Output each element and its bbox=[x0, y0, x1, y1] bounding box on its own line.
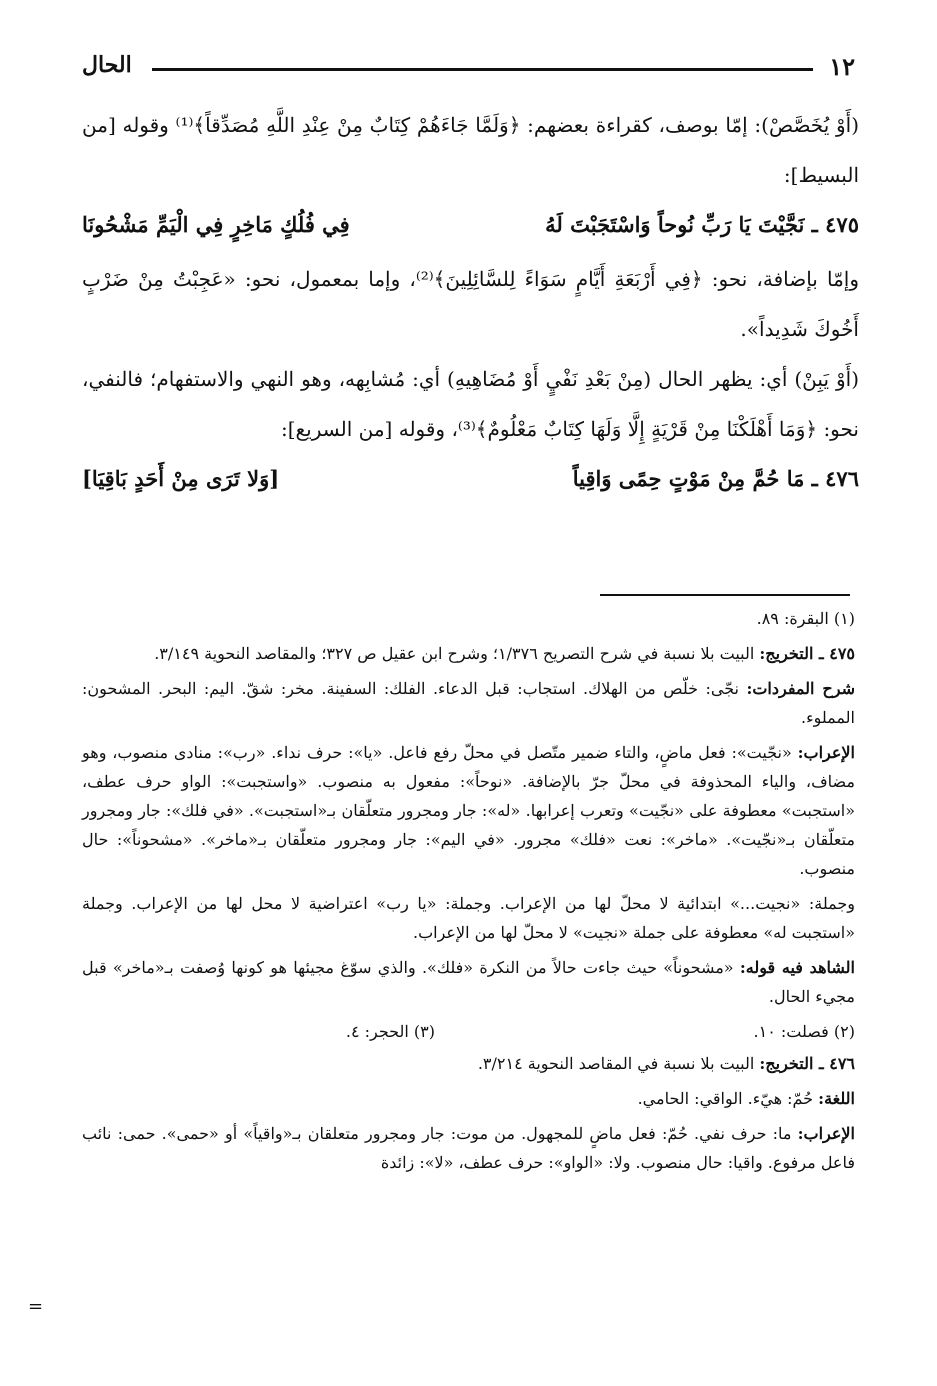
irab-475-text: «نجّيت»: فعل ماضٍ، والتاء ضمير متّصل في محلّ رفع فاعل. «يا»: حرف نداء. «رب»: منادى منصوب، وهو مضاف، والياء المحذوفة في محلّ جرّ بالإضافة. «نوحاً»: مفعول به منصوب. «واستجبت»: الواو حرف عطف، «استجبت» معطوفة على «نجّيت» وتعرب إعرابها. «له»: جار ومجرور متعلّقان بـ«استجبت». «في فلك»: جار ومجرور متعلّقان بـ«نجّيت». «ماخر»: نعت «فلك» مجرور. «في اليم»: جار ومجرور متعلّقان بـ«ماخر». «مشحوناً»: حال منصوب. bbox=[82, 743, 855, 878]
verse-476 bbox=[82, 454, 859, 508]
paragraph-2: وإمّا بإضافة، نحو: ﴿فِي أَرْبَعَةِ أَيَّامٍ سَوَاءً لِلسَّائِلِينَ﴾⁽²⁾، وإما بمعمول، نحو: «عَجِبْتُ مِنْ ضَرْبٍ أَخُوكَ شَدِيداً». bbox=[82, 267, 859, 341]
paragraph-1: (أَوْ يُخَصَّصْ): إمّا بوصف، كقراءة بعضهم: ﴿وَلَمَّا جَاءَهُمْ كِتَابٌ مِنْ عِنْدِ اللَّهِ مُصَدِّقاً﴾⁽¹⁾ وقوله [من البسيط]: bbox=[82, 113, 860, 187]
takhrij-475 bbox=[82, 639, 855, 668]
lugha-476 bbox=[82, 1084, 855, 1113]
continuation-mark: = bbox=[28, 1296, 44, 1317]
page-header bbox=[82, 50, 855, 90]
vocabulary-label: شرح المفردات: bbox=[746, 679, 855, 698]
takhrij-475-text: البيت بلا نسبة في شرح التصريح ١/٣٧٦؛ وشرح ابن عقيل ص ٣٢٧؛ والمقاصد النحوية ٣/١٤٩. bbox=[154, 644, 755, 663]
footnote-rule bbox=[600, 594, 850, 596]
verse-476-second-hemistich: [وَلا تَرَى مِنْ أَحَدٍ بَاقِيَا] bbox=[82, 466, 280, 491]
running-title: الحال bbox=[82, 52, 132, 78]
footnotes-2-3 bbox=[82, 1017, 855, 1049]
takhrij-476-text: البيت بلا نسبة في المقاصد النحوية ٣/٢١٤. bbox=[477, 1054, 755, 1073]
irab-475 bbox=[82, 738, 855, 883]
irab-476 bbox=[82, 1119, 855, 1177]
paragraph-3: (أَوْ يَبِنْ) أي: يظهر الحال (مِنْ بَعْدِ نَفْيٍ أَوْ مُضَاهِيهِ) أي: مُشابِهه، وهو النهي والاستفهام؛ فالنفي، نحو: ﴿وَمَا أَهْلَكْنَا مِنْ قَرْيَةٍ إِلَّا وَلَهَا كِتَابٌ مَعْلُومٌ﴾⁽³⁾، وقوله [من السريع]: bbox=[82, 367, 859, 441]
footnotes bbox=[82, 604, 855, 1183]
shahid-text: «مشحوناً» حيث جاءت حالاً من النكرة «فلك». والذي سوّغ مجيئها هو كونها وُصفت بـ«ماخر» قبل مجيء الحال. bbox=[82, 958, 855, 1006]
takhrij-476 bbox=[82, 1049, 855, 1078]
footnote-3: (٣) الحجر: ٤. bbox=[345, 1022, 435, 1041]
irab-475-label: الإعراب: bbox=[797, 743, 855, 762]
takhrij-475-label: ٤٧٥ ـ التخريج: bbox=[759, 644, 855, 663]
verse-475-first-hemistich: ٤٧٥ ـ نَجَّيْتَ يَا رَبِّ نُوحاً وَاسْتَجَبْتَ لَهُ bbox=[545, 212, 859, 237]
header-rule bbox=[152, 68, 813, 71]
verse-476-first-hemistich: ٤٧٦ ـ مَا حُمَّ مِنْ مَوْتٍ حِمًى وَاقِياً bbox=[572, 466, 859, 491]
takhrij-476-label: ٤٧٦ ـ التخريج: bbox=[759, 1054, 855, 1073]
vocabulary-text: نجّى: خلّص من الهلاك. استجاب: قبل الدعاء. الفلك: السفينة. مخر: شقّ. اليم: البحر. المشحون: المملوء. bbox=[82, 679, 855, 727]
footnote-1: (١) البقرة: ٨٩. bbox=[756, 609, 855, 628]
lugha-label: اللغة: bbox=[818, 1089, 855, 1108]
footnote-2: (٢) فصلت: ١٠. bbox=[753, 1022, 855, 1041]
main-text bbox=[82, 100, 859, 508]
irab-476-text: ما: حرف نفي. حُمّ: فعل ماضٍ للمجهول. من موت: جار ومجرور متعلقان بـ«واقياً» أو «حمى». حمى: نائب فاعل مرفوع. واقيا: حال منصوب. ولا: «الواو»: حرف عطف، «لا»: زائدة bbox=[82, 1124, 855, 1172]
irab-476-label: الإعراب: bbox=[797, 1124, 855, 1143]
lugha-text: حُمّ: هيّء. الواقي: الحامي. bbox=[637, 1089, 814, 1108]
jumla-475: وجملة: «نجيت...» ابتدائية لا محلّ لها من الإعراب. وجملة: «يا رب» اعتراضية لا محل لها من الإعراب. وجملة «استجبت له» معطوفة على جملة «نجيت» لا محلّ لها من الإعراب. bbox=[82, 894, 855, 942]
verse-475-second-hemistich: فِي فُلُكٍ مَاخِرٍ فِي الْيَمِّ مَشْحُونَا bbox=[82, 212, 350, 237]
vocabulary-475 bbox=[82, 674, 855, 732]
shahid-475 bbox=[82, 953, 855, 1011]
verse-475 bbox=[82, 200, 859, 254]
shahid-label: الشاهد فيه قوله: bbox=[739, 958, 855, 977]
page-number: ١٢ bbox=[829, 52, 855, 81]
